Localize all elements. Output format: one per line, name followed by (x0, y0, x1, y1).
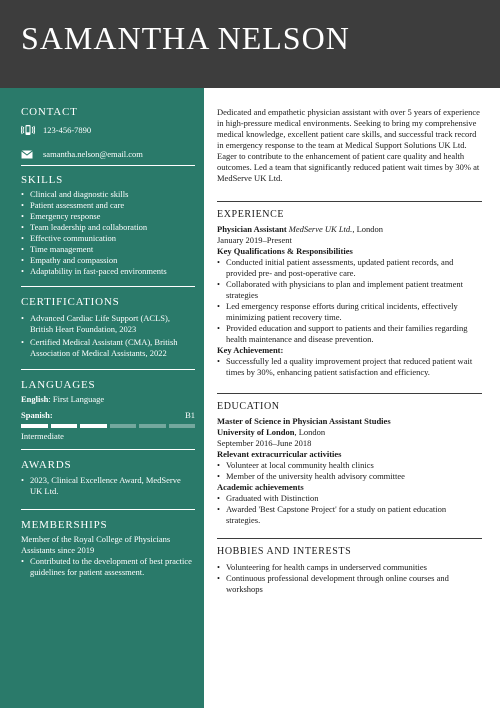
job-location: , London (352, 224, 384, 234)
language-name: Spanish (21, 410, 50, 420)
skill-item: • Team leadership and collaboration (21, 222, 195, 233)
language-name: English (21, 394, 49, 404)
experience-title: EXPERIENCE (217, 209, 285, 220)
achievement-heading (217, 345, 482, 356)
education-section (217, 393, 482, 526)
languages-section (21, 370, 195, 450)
education-dates: September 2016–June 2018 (217, 438, 312, 448)
awards-title: AWARDS (21, 459, 72, 471)
qualifications-heading: Key Qualifications & Responsibilities (217, 246, 353, 256)
school-heading (217, 427, 482, 438)
hobby-item: • Volunteering for health camps in underserved communities (217, 562, 482, 573)
responsibility-item: • Collaborated with physicians to plan and implement patient treatment strategies (217, 279, 482, 301)
memberships-list (21, 556, 195, 578)
phone-row (21, 124, 195, 136)
responsibility-item: • Conducted initial patient assessments, updated patient records, and provided pre- and post-operative care. (217, 257, 482, 279)
skill-item: • Clinical and diagnostic skills (21, 189, 195, 200)
contact-title: CONTACT (21, 106, 78, 118)
languages-title: LANGUAGES (21, 379, 96, 391)
phone-icon (21, 124, 35, 136)
language-spanish (21, 410, 195, 421)
responsibility-item: • Led emergency response efforts during critical incidents, effectively minimizing patient recovery time. (217, 301, 482, 323)
language-colon: : (49, 410, 53, 420)
award-item: • 2023, Clinical Excellence Award, MedServe UK Ltd. (21, 475, 195, 497)
school-name: University of London (217, 427, 295, 437)
skills-list (21, 189, 195, 277)
certification-item: • Certified Medical Assistant (CMA), British Association of Medical Assistants, 2022 (21, 337, 195, 359)
job-heading (217, 224, 482, 235)
memberships-section (21, 510, 195, 578)
skill-item: • Patient assessment and care (21, 200, 195, 211)
activity-item: • Member of the university health advisory committee (217, 471, 482, 482)
contact-section (21, 88, 195, 166)
envelope-icon (21, 150, 35, 159)
memberships-title: MEMBERSHIPS (21, 519, 108, 531)
academic-heading: Academic achievements (217, 482, 304, 492)
email-row (21, 149, 195, 159)
progress-segment (139, 424, 166, 428)
membership-item: • Contributed to the development of best practice guidelines for patient assessment. (21, 556, 195, 578)
academic-list (217, 493, 482, 526)
academic-item: • Graduated with Distinction (217, 493, 482, 504)
skill-item: • Emergency response (21, 211, 195, 222)
awards-section (21, 450, 195, 510)
progress-segment (110, 424, 137, 428)
candidate-name: SAMANTHA NELSON (21, 20, 350, 56)
hobby-item: • Continuous professional development through online courses and workshops (217, 573, 482, 595)
progress-segment (51, 424, 78, 428)
progress-segment (169, 424, 196, 428)
responsibilities-list (217, 257, 482, 345)
progress-segment (80, 424, 107, 428)
email-address[interactable]: samantha.nelson@email.com (43, 149, 143, 159)
achievements-list (217, 356, 482, 378)
awards-list (21, 475, 195, 497)
job-title: Physician Assistant (217, 224, 287, 234)
school-location: , London (294, 427, 326, 437)
job-dates: January 2019–Present (217, 235, 292, 245)
certifications-title: CERTIFICATIONS (21, 296, 120, 308)
skill-item: • Empathy and compassion (21, 255, 195, 266)
language-code: B1 (185, 410, 195, 420)
activities-heading: Relevant extracurricular activities (217, 449, 342, 459)
resume-header (0, 0, 500, 88)
experience-section (217, 201, 482, 378)
academic-item: • Awarded 'Best Capstone Project' for a study on patient education strategies. (217, 504, 482, 526)
sidebar (0, 88, 204, 708)
skill-item: • Time management (21, 244, 195, 255)
certifications-section (21, 287, 195, 370)
education-title: EDUCATION (217, 401, 280, 412)
skills-section (21, 166, 195, 287)
skills-title: SKILLS (21, 174, 64, 186)
language-english (21, 394, 195, 405)
main-content (217, 107, 482, 595)
hobbies-section (217, 538, 482, 595)
membership-text: Member of the Royal College of Physicians Assistants since 2019 (21, 534, 171, 555)
certification-item: • Advanced Cardiac Life Support (ACLS), British Heart Foundation, 2023 (21, 313, 195, 335)
skill-item: • Adaptability in fast-paced environments (21, 266, 195, 277)
achievement-label: Key Achievement (217, 345, 281, 355)
phone-number[interactable]: 123-456-7890 (43, 125, 92, 135)
language-level: : First Language (48, 394, 105, 404)
language-progress-bar (21, 424, 195, 428)
activities-list (217, 460, 482, 482)
summary-text: Dedicated and empathetic physician assistant with over 5 years of experience in high-pressure medical environments. Seeking to bring my comprehensive medical knowledge, excellent patient care skills, and successful track record in emergency response to the team at Medical Support Solutions UK Ltd. Eager to contribute to the enhancement of patient care quality and health outcomes. Led a team that significantly reduced patient wait times by 30% at MedServe UK Ltd. (217, 107, 480, 183)
responsibility-item: • Provided education and support to patients and their families regarding health maintenance and disease prevention. (217, 323, 482, 345)
activity-item: • Volunteer at local community health clinics (217, 460, 482, 471)
achievement-item: • Successfully led a quality improvement project that reduced patient wait times by 30%, enhancing patient satisfaction and efficiency. (217, 356, 482, 378)
achievement-colon: : (280, 345, 284, 355)
skill-item: • Effective communication (21, 233, 195, 244)
language-level-text: Intermediate (21, 431, 64, 441)
job-company: MedServe UK Ltd. (288, 224, 353, 234)
hobbies-title: HOBBIES AND INTERESTS (217, 546, 352, 557)
certifications-list (21, 313, 195, 359)
progress-segment (21, 424, 48, 428)
degree: Master of Science in Physician Assistant Studies (217, 416, 391, 426)
hobbies-list (217, 562, 482, 595)
